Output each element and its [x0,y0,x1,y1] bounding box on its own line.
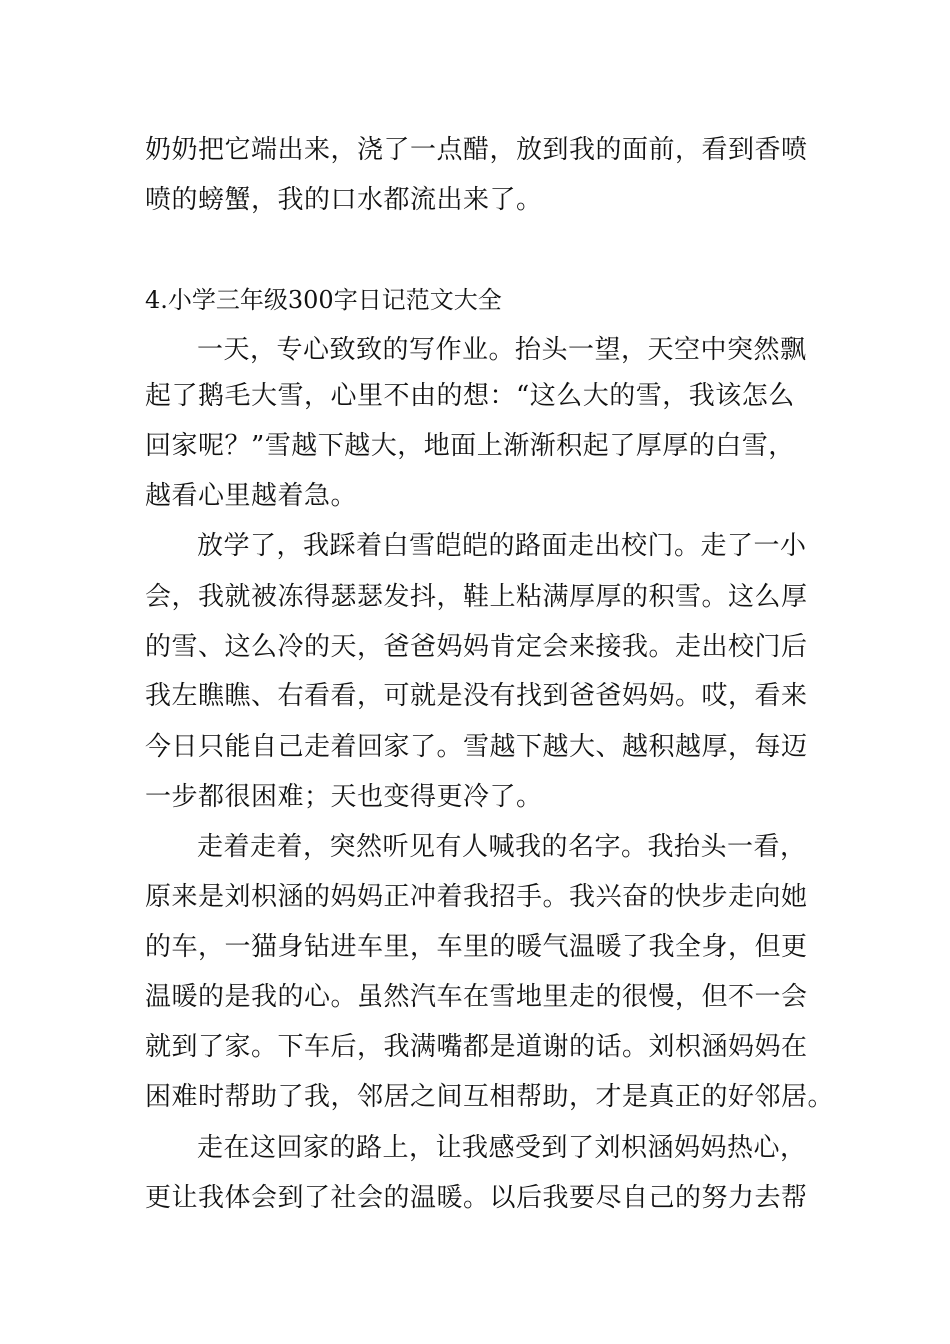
text-line: 今日只能自己走着回家了。雪越下越大、越积越厚，每迈 [145,732,808,762]
text-line: 更让我体会到了社会的温暖。以后我要尽自己的努力去帮 [145,1183,808,1213]
section-heading: 4.小学三年级300字日记范文大全 [145,286,502,314]
text-line: 温暖的是我的心。虽然汽车在雪地里走的很慢，但不一会 [145,982,808,1012]
paragraph-first-line: 一天，专心致致的写作业。抬头一望，天空中突然飘 [197,335,807,365]
text-line: 的雪、这么冷的天，爸爸妈妈肯定会来接我。走出校门后 [145,632,808,662]
paragraph-first-line: 走在这回家的路上，让我感受到了刘枳涵妈妈热心， [197,1133,807,1163]
text-line: 的车，一猫身钻进车里，车里的暖气温暖了我全身，但更 [145,932,808,962]
text-line: 回家呢？”雪越下越大，地面上渐渐积起了厚厚的白雪， [145,431,795,461]
text-line: 原来是刘枳涵的妈妈正冲着我招手。我兴奋的快步走向她 [145,882,808,912]
paragraph-first-line: 走着走着，突然听见有人喊我的名字。我抬头一看， [197,832,807,862]
text-line: 起了鹅毛大雪，心里不由的想：“这么大的雪，我该怎么 [145,381,795,411]
paragraph-first-line: 放学了，我踩着白雪皑皑的路面走出校门。走了一小 [197,531,807,561]
text-line: 困难时帮助了我，邻居之间互相帮助，才是真正的好邻居。 [145,1082,835,1112]
text-line: 喷的螃蟹，我的口水都流出来了。 [145,185,543,215]
text-line: 就到了家。下车后，我满嘴都是道谢的话。刘枳涵妈妈在 [145,1032,808,1062]
text-line: 一步都很困难；天也变得更冷了。 [145,782,543,812]
text-line: 会，我就被冻得瑟瑟发抖，鞋上粘满厚厚的积雪。这么厚 [145,582,808,612]
text-line: 越看心里越着急。 [145,481,358,511]
text-line: 我左瞧瞧、右看看，可就是没有找到爸爸妈妈。哎，看来 [145,681,808,711]
text-line: 奶奶把它端出来，浇了一点醋，放到我的面前，看到香喷 [145,135,808,165]
